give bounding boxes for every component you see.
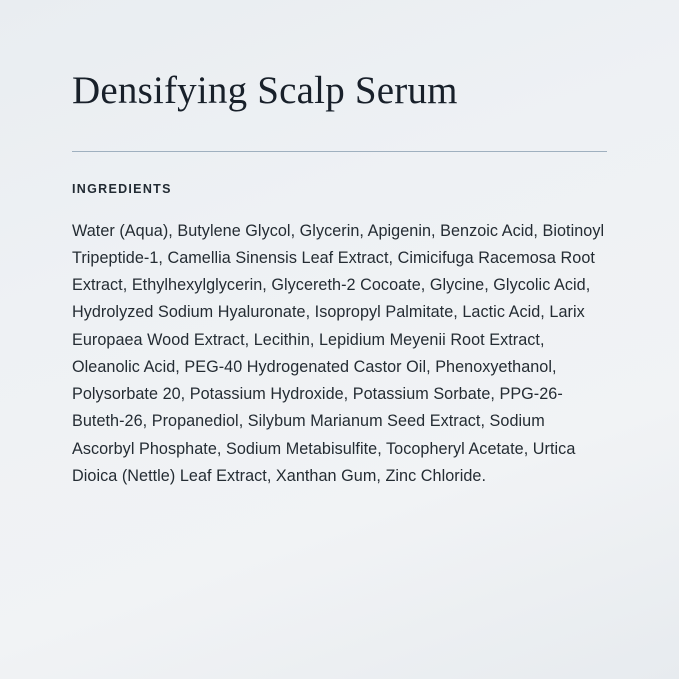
title-divider	[72, 151, 607, 152]
page-title: Densifying Scalp Serum	[72, 69, 458, 112]
ingredients-list-text: Water (Aqua), Butylene Glycol, Glycerin, Apigenin, Benzoic Acid, Biotinoyl Tripeptide-1, Camellia Sinensis Leaf Extract, Cimicifuga Racemosa Root Extract, Ethylhexylglycerin, Glycereth-2 Cocoate, Glycine, Glycolic Acid, Hydrolyzed Sodium Hyaluronate, Isopropyl Palmitate, Lactic Acid, Larix Europaea Wood Extract, Lecithin, Lepidium Meyenii Root Extract, Oleanolic Acid, PEG-40 Hydrogenated Castor Oil, Phenoxyethanol, Polysorbate 20, Potassium Hydroxide, Potassium Sorbate, PPG-26-Buteth-26, Propanediol, Silybum Marianum Seed Extract, Sodium Ascorbyl Phosphate, Sodium Metabisulfite, Tocopheryl Acetate, Urtica Dioica (Nettle) Leaf Extract, Xanthan Gum, Zinc Chloride.	[72, 221, 605, 485]
ingredients-section-label: INGREDIENTS	[72, 181, 172, 196]
